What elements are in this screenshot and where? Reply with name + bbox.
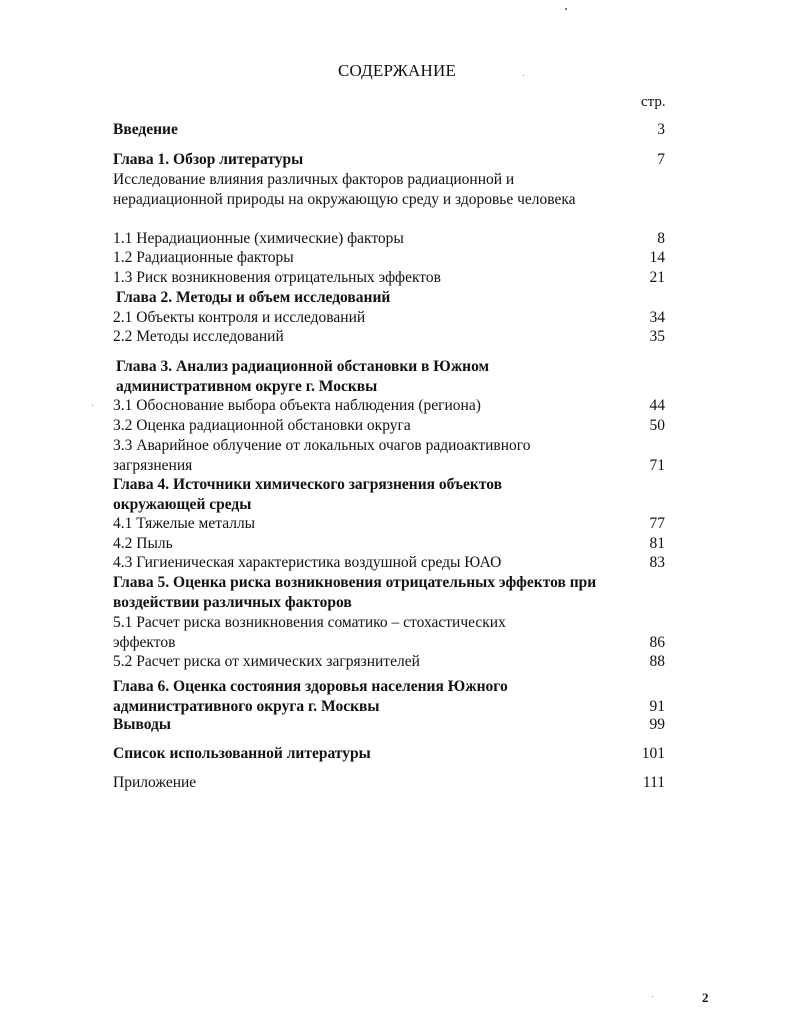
page-title: СОДЕРЖАНИЕ <box>337 61 457 80</box>
toc-entry-page: 101 <box>641 745 665 762</box>
toc-entry <box>113 613 673 652</box>
toc-entry-title: Глава 4. Источники химического загрязнения объектов окружающей среды <box>113 476 502 513</box>
toc-entry-page: 35 <box>649 328 665 345</box>
toc-entry <box>113 327 673 347</box>
toc-entry <box>113 677 673 716</box>
toc-entry <box>113 150 673 170</box>
toc-entry-page: 88 <box>649 653 665 670</box>
toc-entry <box>113 514 673 534</box>
toc-entry-page: 3 <box>657 121 665 138</box>
toc-entry <box>113 396 673 416</box>
toc-entry-page: 14 <box>649 249 665 266</box>
toc-entry <box>113 553 673 573</box>
toc-entry-title: Глава 3. Анализ радиационной обстановки в Южном административном округе г. Москвы <box>116 358 490 395</box>
toc-entry-title: 3.2 Оценка радиационной обстановки округа <box>113 417 411 434</box>
toc-entry-title: 3.3 Аварийное облучение от локальных очагов радиоактивного загрязнения <box>113 437 531 474</box>
toc-entry-title: 4.3 Гигиеническая характеристика воздушной среды ЮАО <box>113 554 502 571</box>
toc-entry-page: 34 <box>649 309 665 326</box>
toc-entry-title: 1.3 Риск возникновения отрицательных эффектов <box>113 269 441 286</box>
toc-entry <box>113 268 673 288</box>
page-number: 2 <box>702 990 709 1005</box>
toc-entry <box>113 573 673 612</box>
toc-entry-page: 86 <box>649 633 665 651</box>
scan-speck <box>92 405 93 406</box>
scan-speck <box>565 8 567 10</box>
toc-entry-page: 91 <box>649 697 665 715</box>
toc-entry-title: 3.1 Обоснование выбора объекта наблюдения (региона) <box>113 397 481 414</box>
toc-entry-title: Глава 6. Оценка состояния здоровья населения Южного административного округа г. Москвы <box>113 678 508 715</box>
toc-entry <box>113 170 673 209</box>
toc-entry <box>113 436 673 475</box>
toc-entry-page: 83 <box>649 554 665 571</box>
toc-entry <box>113 308 673 328</box>
toc-entry-page: 44 <box>649 397 665 414</box>
toc-entry <box>113 288 673 308</box>
toc-entry <box>113 416 673 436</box>
toc-entry-title: 5.2 Расчет риска от химических загрязнителей <box>113 653 420 670</box>
toc-entry <box>113 120 673 140</box>
toc-entry-title: 2.1 Объекты контроля и исследований <box>113 309 366 326</box>
toc-entry-title: 2.2 Методы исследований <box>113 328 284 345</box>
toc-entry <box>113 773 673 793</box>
toc-entry-page: 77 <box>649 515 665 532</box>
toc-entry-page: 99 <box>649 716 665 733</box>
toc-entry <box>113 744 673 764</box>
toc-entry-title: Введение <box>113 121 178 138</box>
toc-entry <box>113 534 673 554</box>
toc-entry-page: 8 <box>657 230 665 247</box>
toc-entry-title: 5.1 Расчет риска возникновения соматико – стохастических эффектов <box>113 614 506 651</box>
toc-entry <box>113 475 673 514</box>
toc-entry-title: Глава 5. Оценка риска возникновения отрицательных эффектов при воздействии различных факторов <box>113 574 597 611</box>
toc-entry <box>113 715 673 735</box>
toc-entry <box>113 357 673 396</box>
toc-entry-page: 71 <box>649 456 665 474</box>
toc-entry-title: Приложение <box>113 774 197 791</box>
toc-entry-page: 81 <box>649 535 665 552</box>
toc-entry-title: Глава 1. Обзор литературы <box>113 151 304 168</box>
toc-entry-title: 4.2 Пыль <box>113 535 173 552</box>
toc-entry-title: Исследование влияния различных факторов радиационной и нерадиационной природы на окружающую среду и здоровье человека <box>113 171 576 208</box>
toc-entry-title: 1.2 Радиационные факторы <box>113 249 294 266</box>
toc-entry-title: Выводы <box>113 716 171 733</box>
toc-entry-page: 7 <box>657 151 665 168</box>
scan-speck <box>652 996 653 997</box>
toc-entry-page: 111 <box>642 774 665 791</box>
toc-entry <box>113 652 673 672</box>
toc-entry-page: 21 <box>649 269 665 286</box>
toc-entry-title: 1.1 Нерадиационные (химические) факторы <box>113 230 404 247</box>
toc-entry <box>113 229 673 249</box>
toc-entry <box>113 248 673 268</box>
toc-entry-title: 4.1 Тяжелые металлы <box>113 515 256 532</box>
pages-column-header: стр. <box>641 94 666 110</box>
toc-entry-title: Список использованной литературы <box>113 745 371 762</box>
scan-speck <box>523 75 524 76</box>
toc-entry-title: Глава 2. Методы и объем исследований <box>116 289 391 306</box>
toc-entry-page: 50 <box>649 417 665 434</box>
